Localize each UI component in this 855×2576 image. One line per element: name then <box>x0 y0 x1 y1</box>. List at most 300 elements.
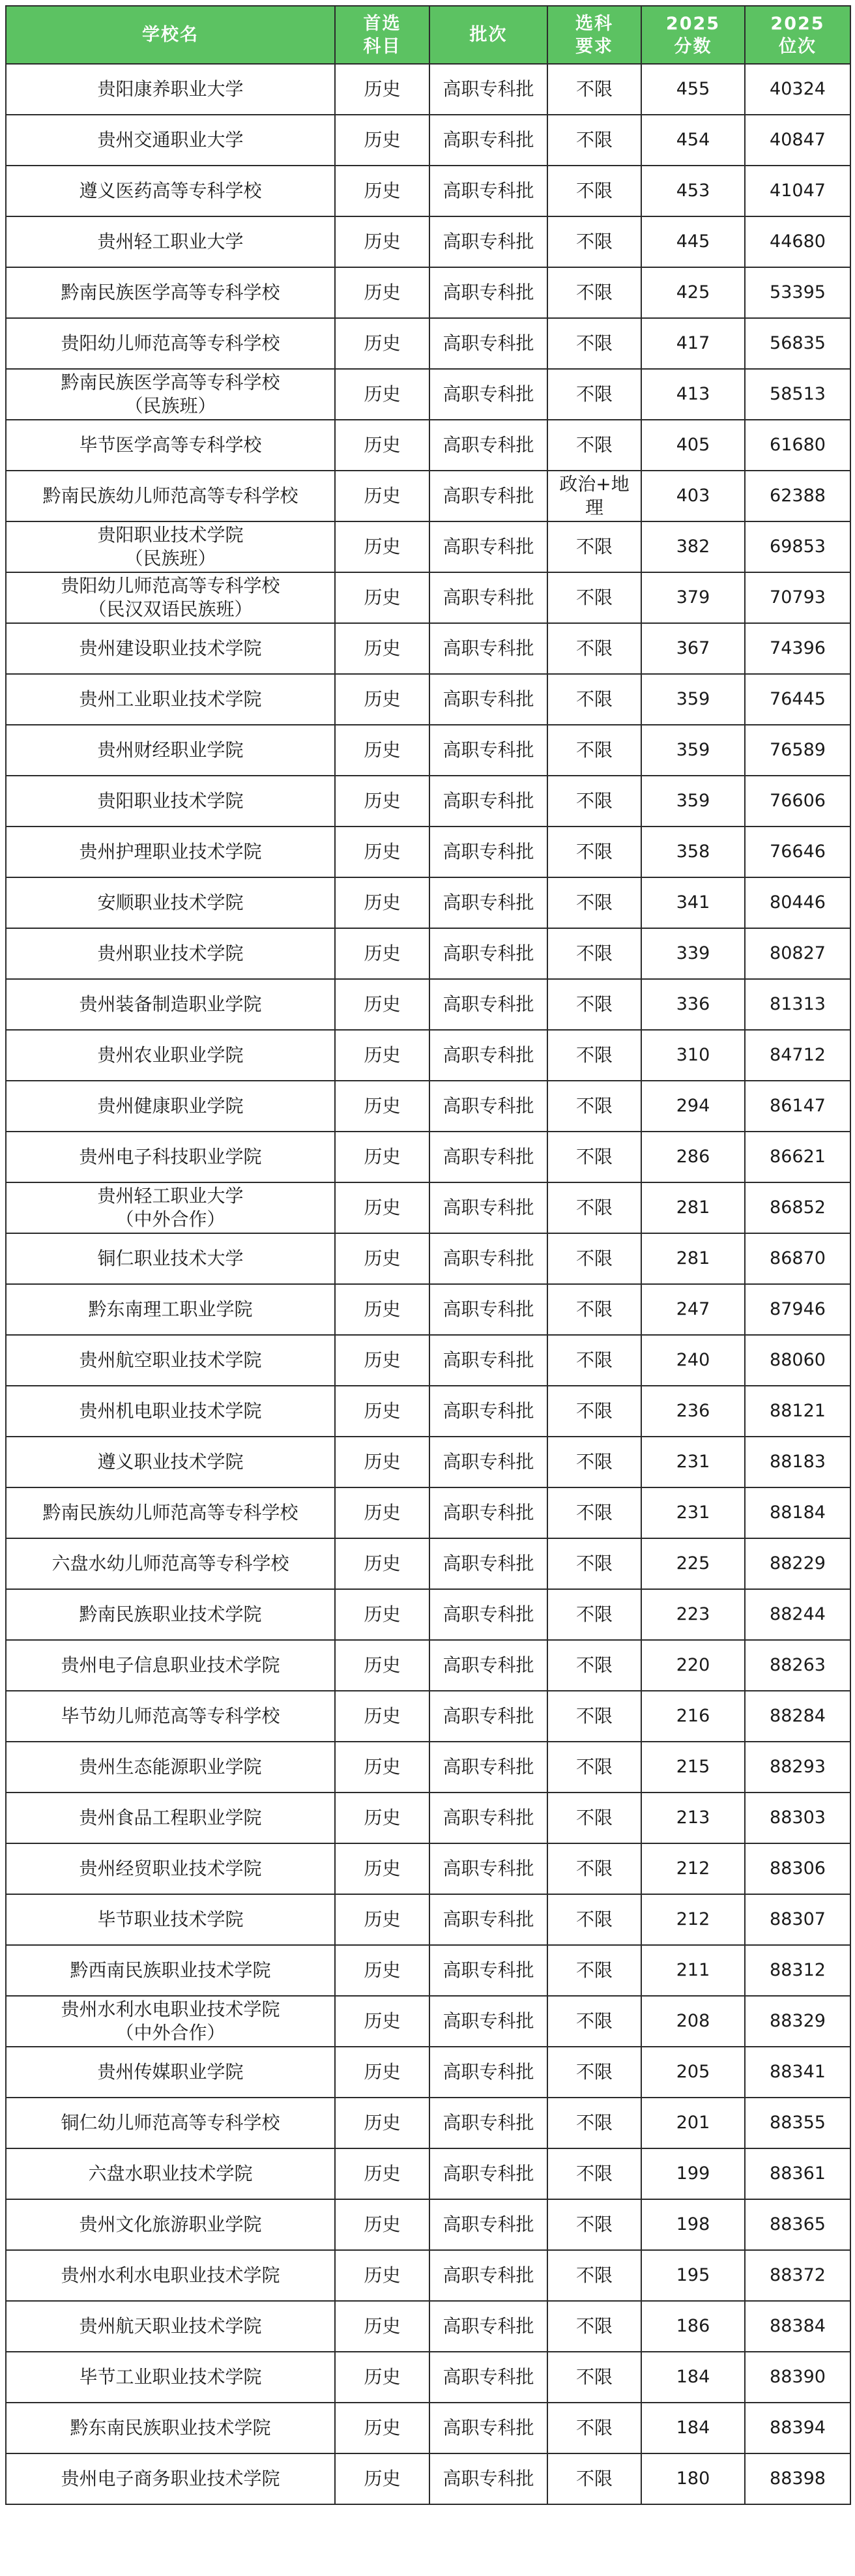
cell-subject: 历史 <box>335 64 429 115</box>
cell-school-name <box>6 216 335 267</box>
cell-batch: 高职专科批 <box>429 1487 547 1538</box>
school-name-text: 贵州护理职业技术学院 <box>79 841 262 862</box>
cell-batch: 高职专科批 <box>429 776 547 827</box>
cell-score: 454 <box>641 115 745 166</box>
cell-requirement: 不限 <box>547 2098 641 2148</box>
table-row <box>6 1742 850 1793</box>
cell-batch: 高职专科批 <box>429 521 547 572</box>
table-row <box>6 318 850 369</box>
table-row <box>6 979 850 1030</box>
cell-school-name <box>6 928 335 979</box>
school-name-text: 安顺职业技术学院 <box>97 892 244 913</box>
cell-batch: 高职专科批 <box>429 2047 547 2098</box>
cell-subject: 历史 <box>335 521 429 572</box>
cell-school-name <box>6 2403 335 2453</box>
cell-score: 215 <box>641 1742 745 1793</box>
cell-rank: 86147 <box>745 1081 850 1132</box>
cell-score: 382 <box>641 521 745 572</box>
school-name-text: 贵州轻工职业大学 <box>97 231 244 252</box>
header-rank-line1: 2025 <box>770 13 825 34</box>
cell-batch: 高职专科批 <box>429 725 547 776</box>
cell-subject: 历史 <box>335 2403 429 2453</box>
cell-school-name <box>6 1894 335 1945</box>
cell-score: 184 <box>641 2403 745 2453</box>
cell-requirement: 不限 <box>547 2403 641 2453</box>
school-name-text: 贵州航天职业技术学院 <box>79 2315 262 2337</box>
cell-subject: 历史 <box>335 2453 429 2504</box>
school-name-text: 贵州水利水电职业技术学院 <box>61 2264 280 2286</box>
cell-school-name <box>6 1843 335 1894</box>
school-name-text: 毕节医学高等专科学校 <box>79 434 262 456</box>
table-row <box>6 2453 850 2504</box>
school-name-text: 铜仁职业技术大学 <box>97 1248 244 1269</box>
header-school <box>6 6 335 64</box>
header-school-label: 学校名 <box>142 25 199 45</box>
cell-subject: 历史 <box>335 1335 429 1386</box>
school-name-note: （中外合作） <box>115 2022 225 2043</box>
school-name-text: 黔南民族职业技术学院 <box>79 1603 262 1625</box>
cell-requirement: 不限 <box>547 1386 641 1437</box>
cell-score: 231 <box>641 1437 745 1487</box>
cell-school-name <box>6 979 335 1030</box>
cell-requirement: 不限 <box>547 2352 641 2403</box>
table-body <box>6 64 850 2504</box>
table-row <box>6 725 850 776</box>
cell-batch: 高职专科批 <box>429 1437 547 1487</box>
cell-requirement: 不限 <box>547 318 641 369</box>
cell-score: 195 <box>641 2250 745 2301</box>
cell-school-name <box>6 369 335 420</box>
header-subject-line1: 首选 <box>363 13 401 34</box>
cell-score: 286 <box>641 1132 745 1182</box>
table-row <box>6 2047 850 2098</box>
cell-requirement: 不限 <box>547 827 641 877</box>
cell-score: 359 <box>641 725 745 776</box>
school-name-text: 黔南民族幼儿师范高等专科学校 <box>42 1502 298 1523</box>
cell-requirement: 不限 <box>547 1487 641 1538</box>
cell-score: 359 <box>641 776 745 827</box>
cell-school-name <box>6 1487 335 1538</box>
school-name-note: （民族班） <box>124 395 216 417</box>
cell-school-name <box>6 1437 335 1487</box>
cell-rank: 62388 <box>745 471 850 521</box>
school-name-text: 贵州水利水电职业技术学院 <box>61 1998 280 2020</box>
cell-rank: 88390 <box>745 2352 850 2403</box>
cell-rank: 88398 <box>745 2453 850 2504</box>
cell-batch: 高职专科批 <box>429 1132 547 1182</box>
cell-requirement: 不限 <box>547 1437 641 1487</box>
table-header <box>6 6 850 64</box>
cell-score: 180 <box>641 2453 745 2504</box>
cell-subject: 历史 <box>335 2047 429 2098</box>
cell-requirement: 不限 <box>547 521 641 572</box>
cell-rank: 88303 <box>745 1793 850 1843</box>
cell-subject: 历史 <box>335 2250 429 2301</box>
cell-batch: 高职专科批 <box>429 318 547 369</box>
cell-score: 212 <box>641 1894 745 1945</box>
cell-score: 358 <box>641 827 745 877</box>
cell-batch: 高职专科批 <box>429 1182 547 1233</box>
cell-rank: 88284 <box>745 1691 850 1742</box>
cell-subject: 历史 <box>335 1793 429 1843</box>
cell-subject: 历史 <box>335 1081 429 1132</box>
cell-batch: 高职专科批 <box>429 877 547 928</box>
cell-batch: 高职专科批 <box>429 1233 547 1284</box>
cell-school-name <box>6 420 335 471</box>
school-name-text: 贵州电子商务职业技术学院 <box>61 2468 280 2489</box>
header-requirement-line2: 要求 <box>575 36 613 57</box>
cell-school-name <box>6 1233 335 1284</box>
table-row <box>6 1437 850 1487</box>
cell-requirement: 不限 <box>547 1589 641 1640</box>
header-score-line2: 分数 <box>674 36 712 57</box>
cell-rank: 88341 <box>745 2047 850 2098</box>
cell-requirement: 不限 <box>547 1335 641 1386</box>
cell-rank: 88060 <box>745 1335 850 1386</box>
cell-score: 281 <box>641 1233 745 1284</box>
cell-batch: 高职专科批 <box>429 1284 547 1335</box>
cell-batch: 高职专科批 <box>429 1640 547 1691</box>
school-name-text: 贵阳职业技术学院 <box>97 524 244 546</box>
cell-subject: 历史 <box>335 115 429 166</box>
school-name-text: 贵州工业职业技术学院 <box>79 688 262 710</box>
school-name-text: 贵州电子科技职业学院 <box>79 1146 262 1167</box>
school-name-text: 黔南民族医学高等专科学校 <box>61 372 280 393</box>
school-name-text: 贵州文化旅游职业学院 <box>79 2214 262 2235</box>
cell-school-name <box>6 674 335 725</box>
table-row <box>6 1132 850 1182</box>
cell-rank: 58513 <box>745 369 850 420</box>
table-row <box>6 369 850 420</box>
table-row <box>6 1996 850 2047</box>
cell-score: 211 <box>641 1945 745 1996</box>
cell-subject: 历史 <box>335 1996 429 2047</box>
cell-subject: 历史 <box>335 2301 429 2352</box>
cell-requirement: 不限 <box>547 369 641 420</box>
cell-rank: 70793 <box>745 572 850 623</box>
cell-school-name <box>6 521 335 572</box>
cell-rank: 40324 <box>745 64 850 115</box>
table-row <box>6 267 850 318</box>
school-name-text: 贵州装备制造职业学院 <box>79 993 262 1015</box>
cell-batch: 高职专科批 <box>429 674 547 725</box>
cell-school-name <box>6 1742 335 1793</box>
cell-batch: 高职专科批 <box>429 1030 547 1081</box>
cell-batch: 高职专科批 <box>429 2352 547 2403</box>
cell-subject: 历史 <box>335 1843 429 1894</box>
cell-score: 247 <box>641 1284 745 1335</box>
cell-batch: 高职专科批 <box>429 369 547 420</box>
cell-requirement: 不限 <box>547 776 641 827</box>
cell-score: 201 <box>641 2098 745 2148</box>
cell-requirement: 不限 <box>547 1081 641 1132</box>
cell-batch: 高职专科批 <box>429 2403 547 2453</box>
cell-score: 405 <box>641 420 745 471</box>
table-row <box>6 2098 850 2148</box>
cell-score: 236 <box>641 1386 745 1437</box>
cell-batch: 高职专科批 <box>429 1894 547 1945</box>
cell-requirement: 不限 <box>547 64 641 115</box>
school-name-text: 黔西南民族职业技术学院 <box>70 1959 271 1981</box>
school-name-text: 黔东南民族职业技术学院 <box>70 2417 271 2438</box>
cell-requirement: 不限 <box>547 1945 641 1996</box>
cell-rank: 88355 <box>745 2098 850 2148</box>
cell-rank: 76646 <box>745 827 850 877</box>
school-name-text: 六盘水职业技术学院 <box>88 2163 253 2184</box>
cell-rank: 41047 <box>745 166 850 216</box>
cell-rank: 76445 <box>745 674 850 725</box>
cell-requirement: 不限 <box>547 420 641 471</box>
cell-batch: 高职专科批 <box>429 1843 547 1894</box>
school-name-text: 黔南民族幼儿师范高等专科学校 <box>42 485 298 506</box>
cell-rank: 76606 <box>745 776 850 827</box>
table-row <box>6 2352 850 2403</box>
cell-subject: 历史 <box>335 1894 429 1945</box>
cell-school-name <box>6 623 335 674</box>
school-name-note: （民族班） <box>124 548 216 569</box>
table-row <box>6 572 850 623</box>
table-row <box>6 1487 850 1538</box>
cell-requirement: 不限 <box>547 2453 641 2504</box>
cell-score: 281 <box>641 1182 745 1233</box>
cell-requirement: 不限 <box>547 1742 641 1793</box>
school-name-text: 铜仁幼儿师范高等专科学校 <box>61 2112 280 2133</box>
cell-subject: 历史 <box>335 1030 429 1081</box>
table-row <box>6 674 850 725</box>
cell-school-name <box>6 776 335 827</box>
header-batch <box>429 6 547 64</box>
cell-score: 294 <box>641 1081 745 1132</box>
cell-subject: 历史 <box>335 572 429 623</box>
school-name-text: 毕节职业技术学院 <box>97 1909 244 1930</box>
school-name-text: 贵州食品工程职业学院 <box>79 1807 262 1828</box>
cell-score: 184 <box>641 2352 745 2403</box>
cell-subject: 历史 <box>335 623 429 674</box>
cell-rank: 56835 <box>745 318 850 369</box>
cell-subject: 历史 <box>335 1284 429 1335</box>
cell-subject: 历史 <box>335 471 429 521</box>
cell-batch: 高职专科批 <box>429 2199 547 2250</box>
cell-rank: 86621 <box>745 1132 850 1182</box>
school-name-text: 贵州机电职业技术学院 <box>79 1400 262 1422</box>
school-name-text: 贵州生态能源职业学院 <box>79 1756 262 1778</box>
cell-rank: 88329 <box>745 1996 850 2047</box>
cell-subject: 历史 <box>335 827 429 877</box>
header-requirement-line1: 选科 <box>575 13 613 34</box>
cell-subject: 历史 <box>335 267 429 318</box>
cell-subject: 历史 <box>335 2148 429 2199</box>
cell-school-name <box>6 1691 335 1742</box>
cell-batch: 高职专科批 <box>429 1386 547 1437</box>
school-name-text: 黔南民族医学高等专科学校 <box>61 282 280 303</box>
cell-rank: 87946 <box>745 1284 850 1335</box>
header-batch-label: 批次 <box>469 25 508 45</box>
cell-score: 208 <box>641 1996 745 2047</box>
table-row <box>6 1894 850 1945</box>
cell-requirement: 不限 <box>547 1691 641 1742</box>
cell-school-name <box>6 64 335 115</box>
cell-score: 341 <box>641 877 745 928</box>
cell-subject: 历史 <box>335 1132 429 1182</box>
table-row <box>6 1233 850 1284</box>
cell-subject: 历史 <box>335 928 429 979</box>
cell-batch: 高职专科批 <box>429 1793 547 1843</box>
header-subject-line2: 科目 <box>363 36 401 57</box>
table-row <box>6 115 850 166</box>
cell-score: 231 <box>641 1487 745 1538</box>
cell-subject: 历史 <box>335 1437 429 1487</box>
header-score-line1: 2025 <box>665 13 721 34</box>
school-name-text: 贵阳康养职业大学 <box>97 78 244 100</box>
cell-rank: 88361 <box>745 2148 850 2199</box>
cell-batch: 高职专科批 <box>429 2250 547 2301</box>
table-row <box>6 827 850 877</box>
table-row <box>6 1335 850 1386</box>
cell-rank: 88365 <box>745 2199 850 2250</box>
school-name-text: 遵义职业技术学院 <box>97 1451 244 1472</box>
cell-subject: 历史 <box>335 725 429 776</box>
cell-score: 413 <box>641 369 745 420</box>
cell-requirement: 不限 <box>547 1843 641 1894</box>
cell-school-name <box>6 2199 335 2250</box>
cell-requirement: 不限 <box>547 267 641 318</box>
cell-rank: 88372 <box>745 2250 850 2301</box>
cell-score: 403 <box>641 471 745 521</box>
cell-school-name <box>6 1793 335 1843</box>
cell-batch: 高职专科批 <box>429 1335 547 1386</box>
cell-score: 455 <box>641 64 745 115</box>
cell-score: 310 <box>641 1030 745 1081</box>
cell-batch: 高职专科批 <box>429 1081 547 1132</box>
cell-rank: 88384 <box>745 2301 850 2352</box>
cell-requirement: 不限 <box>547 979 641 1030</box>
cell-score: 453 <box>641 166 745 216</box>
table-row <box>6 1589 850 1640</box>
cell-score: 225 <box>641 1538 745 1589</box>
table-row <box>6 216 850 267</box>
table-row <box>6 1843 850 1894</box>
cell-batch: 高职专科批 <box>429 420 547 471</box>
cell-subject: 历史 <box>335 369 429 420</box>
cell-score: 213 <box>641 1793 745 1843</box>
cell-school-name <box>6 318 335 369</box>
cell-score: 212 <box>641 1843 745 1894</box>
table-row <box>6 1182 850 1233</box>
cell-subject: 历史 <box>335 979 429 1030</box>
header-rank <box>745 6 850 64</box>
school-name-text: 贵州轻工职业大学 <box>97 1185 244 1207</box>
cell-subject: 历史 <box>335 1589 429 1640</box>
cell-rank: 80827 <box>745 928 850 979</box>
cell-school-name <box>6 572 335 623</box>
table-row <box>6 1793 850 1843</box>
cell-batch: 高职专科批 <box>429 1996 547 2047</box>
cell-subject: 历史 <box>335 318 429 369</box>
cell-rank: 76589 <box>745 725 850 776</box>
cell-school-name <box>6 1030 335 1081</box>
cell-rank: 44680 <box>745 216 850 267</box>
cell-rank: 69853 <box>745 521 850 572</box>
cell-rank: 88306 <box>745 1843 850 1894</box>
cell-rank: 61680 <box>745 420 850 471</box>
cell-school-name <box>6 1945 335 1996</box>
school-name-text: 贵州农业职业学院 <box>97 1044 244 1066</box>
cell-score: 379 <box>641 572 745 623</box>
school-name-text: 贵州传媒职业学院 <box>97 2061 244 2083</box>
school-name-text: 毕节工业职业技术学院 <box>79 2366 262 2388</box>
cell-subject: 历史 <box>335 2352 429 2403</box>
cell-batch: 高职专科批 <box>429 1742 547 1793</box>
table-row <box>6 2250 850 2301</box>
cell-batch: 高职专科批 <box>429 2148 547 2199</box>
table-row <box>6 1945 850 1996</box>
cell-score: 336 <box>641 979 745 1030</box>
cell-requirement: 不限 <box>547 1182 641 1233</box>
cell-score: 425 <box>641 267 745 318</box>
cell-score: 223 <box>641 1589 745 1640</box>
cell-subject: 历史 <box>335 1691 429 1742</box>
cell-rank: 88263 <box>745 1640 850 1691</box>
cell-school-name <box>6 115 335 166</box>
cell-requirement: 不限 <box>547 1894 641 1945</box>
cell-school-name <box>6 1996 335 2047</box>
cell-requirement: 不限 <box>547 2301 641 2352</box>
cell-batch: 高职专科批 <box>429 471 547 521</box>
cell-requirement: 不限 <box>547 2250 641 2301</box>
cell-rank: 88244 <box>745 1589 850 1640</box>
cell-rank: 40847 <box>745 115 850 166</box>
table-row <box>6 521 850 572</box>
cell-batch: 高职专科批 <box>429 979 547 1030</box>
cell-rank: 88394 <box>745 2403 850 2453</box>
cell-requirement: 不限 <box>547 1640 641 1691</box>
table-row <box>6 1640 850 1691</box>
cell-school-name <box>6 1335 335 1386</box>
cell-requirement: 不限 <box>547 623 641 674</box>
admission-score-table <box>5 5 851 2505</box>
table-row <box>6 1538 850 1589</box>
cell-rank: 53395 <box>745 267 850 318</box>
cell-requirement: 不限 <box>547 877 641 928</box>
cell-subject: 历史 <box>335 1487 429 1538</box>
cell-rank: 88307 <box>745 1894 850 1945</box>
cell-subject: 历史 <box>335 1538 429 1589</box>
cell-rank: 88121 <box>745 1386 850 1437</box>
cell-subject: 历史 <box>335 1182 429 1233</box>
cell-rank: 74396 <box>745 623 850 674</box>
cell-requirement: 不限 <box>547 1996 641 2047</box>
cell-school-name <box>6 2047 335 2098</box>
table-row <box>6 2148 850 2199</box>
cell-subject: 历史 <box>335 1945 429 1996</box>
cell-school-name <box>6 267 335 318</box>
cell-subject: 历史 <box>335 216 429 267</box>
cell-requirement: 不限 <box>547 2148 641 2199</box>
cell-batch: 高职专科批 <box>429 2098 547 2148</box>
cell-rank: 80446 <box>745 877 850 928</box>
cell-school-name <box>6 827 335 877</box>
cell-batch: 高职专科批 <box>429 115 547 166</box>
table-row <box>6 2301 850 2352</box>
cell-school-name <box>6 1182 335 1233</box>
cell-batch: 高职专科批 <box>429 1945 547 1996</box>
cell-batch: 高职专科批 <box>429 267 547 318</box>
header-score <box>641 6 745 64</box>
cell-school-name <box>6 2250 335 2301</box>
school-name-text: 遵义医药高等专科学校 <box>79 180 262 201</box>
cell-school-name <box>6 471 335 521</box>
cell-rank: 84712 <box>745 1030 850 1081</box>
